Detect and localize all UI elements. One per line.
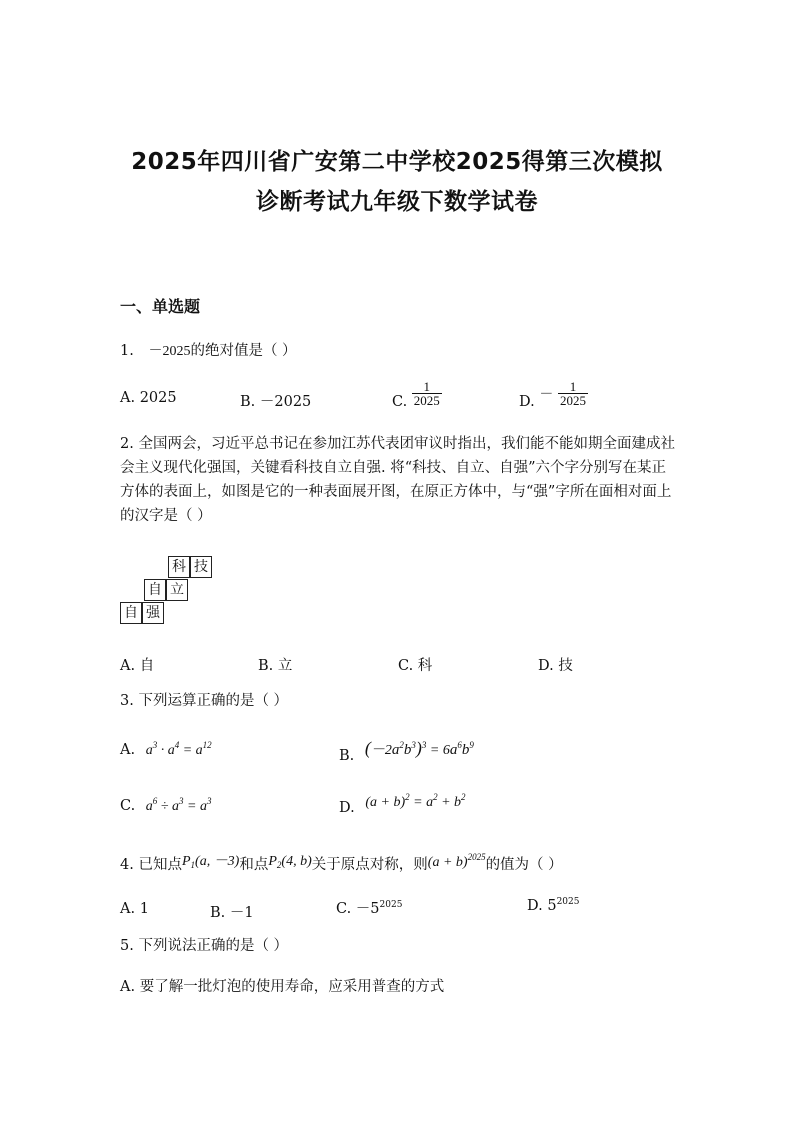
point-p1: $P_1(a$, －3) <box>181 854 240 870</box>
question-3-option-d: D. $(a + b)^2 = a^2 + b^2$ <box>339 792 466 816</box>
question-4-option-a: A. 1 <box>120 901 149 917</box>
cube-net-diagram <box>120 556 220 626</box>
question-1-text: 的绝对值是（ ） <box>190 343 297 359</box>
question-1-stem <box>120 340 297 363</box>
net-cell-ji: 技 <box>190 556 212 578</box>
section-heading: 一、单选题 <box>120 297 201 316</box>
question-2-stem: 2. 全国两会，习近平总书记在参加江苏代表团审议时指出，我们能不能如期全面建成社会主义现代化强国，关键看科技自立自强. 将“科技、自立、自强”六个字分别写在某正方体的表面上，如图是它的一种表面展开图，在原正方体中，与“强”字所在面相对面上的汉字是（ ） <box>120 436 675 524</box>
question-2-option-d: D. 技 <box>538 658 573 674</box>
page-title-line1: 2025年四川省广安第二中学校2025得第三次模拟 <box>131 149 663 175</box>
math-expression: $(-2a^2b^3)^3 = 6a^6b^9$ <box>364 738 474 758</box>
frac-denominator: 2025 <box>413 393 440 408</box>
question-1-option-b: B. －2025 <box>240 394 312 410</box>
question-3-option-c: C. $a^6 \div a^3 = a^3$ <box>120 796 212 814</box>
question-2-option-a: A. 自 <box>120 658 155 674</box>
frac-numerator: 1 <box>569 379 577 394</box>
question-1-number: 1. <box>120 343 134 359</box>
math-expression: $a^3 \cdot a^4 = a^{12}$ <box>145 740 212 758</box>
question-1-option-c: C. $\frac{1}{2025}$ <box>392 379 440 410</box>
math-expression: $(a + b)^2 = a^2 + b^2$ <box>365 792 466 810</box>
question-4-stem: 4. 已知点$P_1(a$, －3)和点$P_2(4$, b)关于原点对称，则$(a + b)^{2025}$的值为（ ） <box>120 852 563 873</box>
page-title-line2: 诊断考试九年级下数学试卷 <box>256 189 538 215</box>
frac-numerator: 1 <box>423 379 431 394</box>
question-1-option-a: A. 2025 <box>120 390 177 406</box>
question-2-option-b: B. 立 <box>258 658 293 674</box>
question-3-stem: 3. 下列运算正确的是（ ） <box>120 693 289 709</box>
question-1-option-d: D. － $\frac{1}{2025}$ <box>519 379 586 410</box>
net-cell-qiang: 强 <box>142 602 164 624</box>
point-p2: $P_2(4$, b) <box>268 854 312 870</box>
question-4-option-c: C. $-5^{2025}$ <box>336 900 403 917</box>
question-4-option-b: B. －1 <box>210 905 254 921</box>
question-4-option-d: D. $5^{2025}$ <box>527 897 580 914</box>
question-5-option-a: A. 要了解一批灯泡的使用寿命，应采用普查的方式 <box>120 979 445 995</box>
net-cell-zi-2: 自 <box>120 602 142 624</box>
net-cell-zi-1: 自 <box>144 579 166 601</box>
net-cell-ke: 科 <box>168 556 190 578</box>
frac-denominator: 2025 <box>559 393 586 408</box>
power-expression: $(a + b)^{2025}$ <box>427 852 486 870</box>
math-expression: $a^6 \div a^3 = a^3$ <box>145 796 212 814</box>
net-cell-li: 立 <box>166 579 188 601</box>
question-3-option-a: A. $a^3 \cdot a^4 = a^{12}$ <box>120 740 212 758</box>
question-3-option-b: B. $(-2a^2b^3)^3 = 6a^6b^9$ <box>339 738 474 764</box>
question-2-option-c: C. 科 <box>398 658 433 674</box>
question-5-stem: 5. 下列说法正确的是（ ） <box>120 938 289 954</box>
question-1-expression: －2025 <box>148 344 191 359</box>
